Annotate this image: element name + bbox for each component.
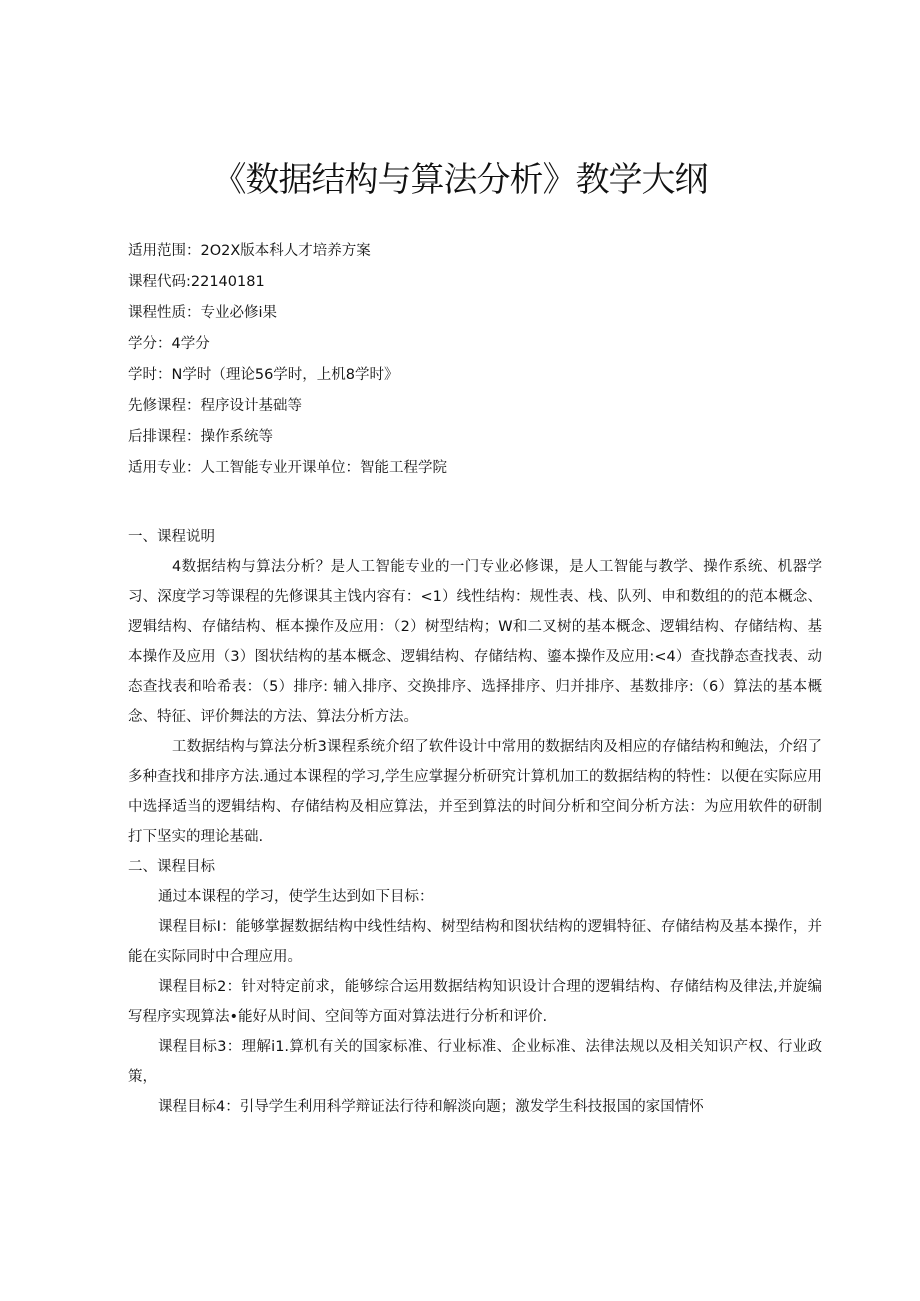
course-description-paragraph-1: 4数据结构与算法分析？是人工智能专业的一门专业必修课，是人工智能与教学、操作系统、机器学习、深度学习等课程的先修课其主饯内容有：<1）线性结构：规性表、栈、队列、申和数组的的范本概念、逻辑结构、存储结构、框本操作及应用：（2）树型结构；W和二叉树的基本概念、逻辑结构、存储结构、基本操作及应用（3）图状结构的基本概念、逻辑结构、存储结构、鎏本操作及应用:<4）查找静态查找表、动态查找表和哈希表：（5）排序: 辅入排序、交换排序、选择排序、归并排序、基数排序:（6）算法的基本概念、特征、评价舞法的方法、算法分析方法。 [128, 559, 822, 725]
course-goal-4: 课程目标4：引导学生利用科学辩证法行待和解淡向题；激发学生科技报国的家国情怀 [158, 1099, 704, 1115]
course-goals-intro: 通过本课程的学习，使学生达到如下目标： [158, 889, 434, 905]
section-heading-course-goals: 二、课程目标 [128, 859, 215, 875]
meta-hours: 学时：N学时（理论56学时，上机8学时》 [128, 367, 399, 383]
document-title: 《数据结构与算法分析》教学大纲 [212, 160, 708, 200]
meta-credits: 学分：4学分 [128, 336, 210, 352]
document-body [128, 522, 822, 1122]
course-goal-2: 课程目标2：针对特定前求，能够综合运用数据结构知识设计合理的逻辑结构、存储结构及律法,并旋编写程序实现算法•能好从时间、空间等方面对算法进行分析和评价. [128, 979, 822, 1025]
course-goal-3: 课程目标3：理解i1.算机有关的国家标准、行业标准、企业标准、法律法规以及相关知识产权、行业政策， [128, 1039, 822, 1085]
meta-scope: 适用范围：2O2X版本科人才培养方案 [128, 243, 371, 259]
course-description-paragraph-2: 工数据结构与算法分析3课程系统介绍了软件设计中常用的数据结肉及相应的存储结构和鲍法，介绍了多种查找和排序方法.通过本课程的学习,学生应掌握分析研究计算机加工的数据结构的特性：以便在实际应用中选择适当的逻辑结构、存储结构及相应算法，并至到算法的时间分析和空间分析方法：为应用软件的研制打下坚实的理论基础. [128, 739, 822, 845]
meta-course-code: 课程代码:22140181 [128, 274, 265, 290]
section-heading-course-description: 一、课程说明 [128, 529, 215, 545]
meta-prerequisites: 先修课程：程序设计基础等 [128, 398, 302, 414]
meta-course-nature: 课程性质：专业必修i果 [128, 305, 278, 321]
meta-followup-courses: 后排课程：操作系统等 [128, 429, 273, 445]
course-meta-block [128, 239, 818, 487]
meta-major-and-unit: 适用专业：人工智能专业开课单位：智能工程学院 [128, 460, 447, 476]
course-goal-1: 课程目标I：能够掌握数据结构中线性结构、树型结构和图状结构的逻辑特征、存储结构及基本操作，并能在实际同时中合理应用。 [128, 919, 822, 965]
